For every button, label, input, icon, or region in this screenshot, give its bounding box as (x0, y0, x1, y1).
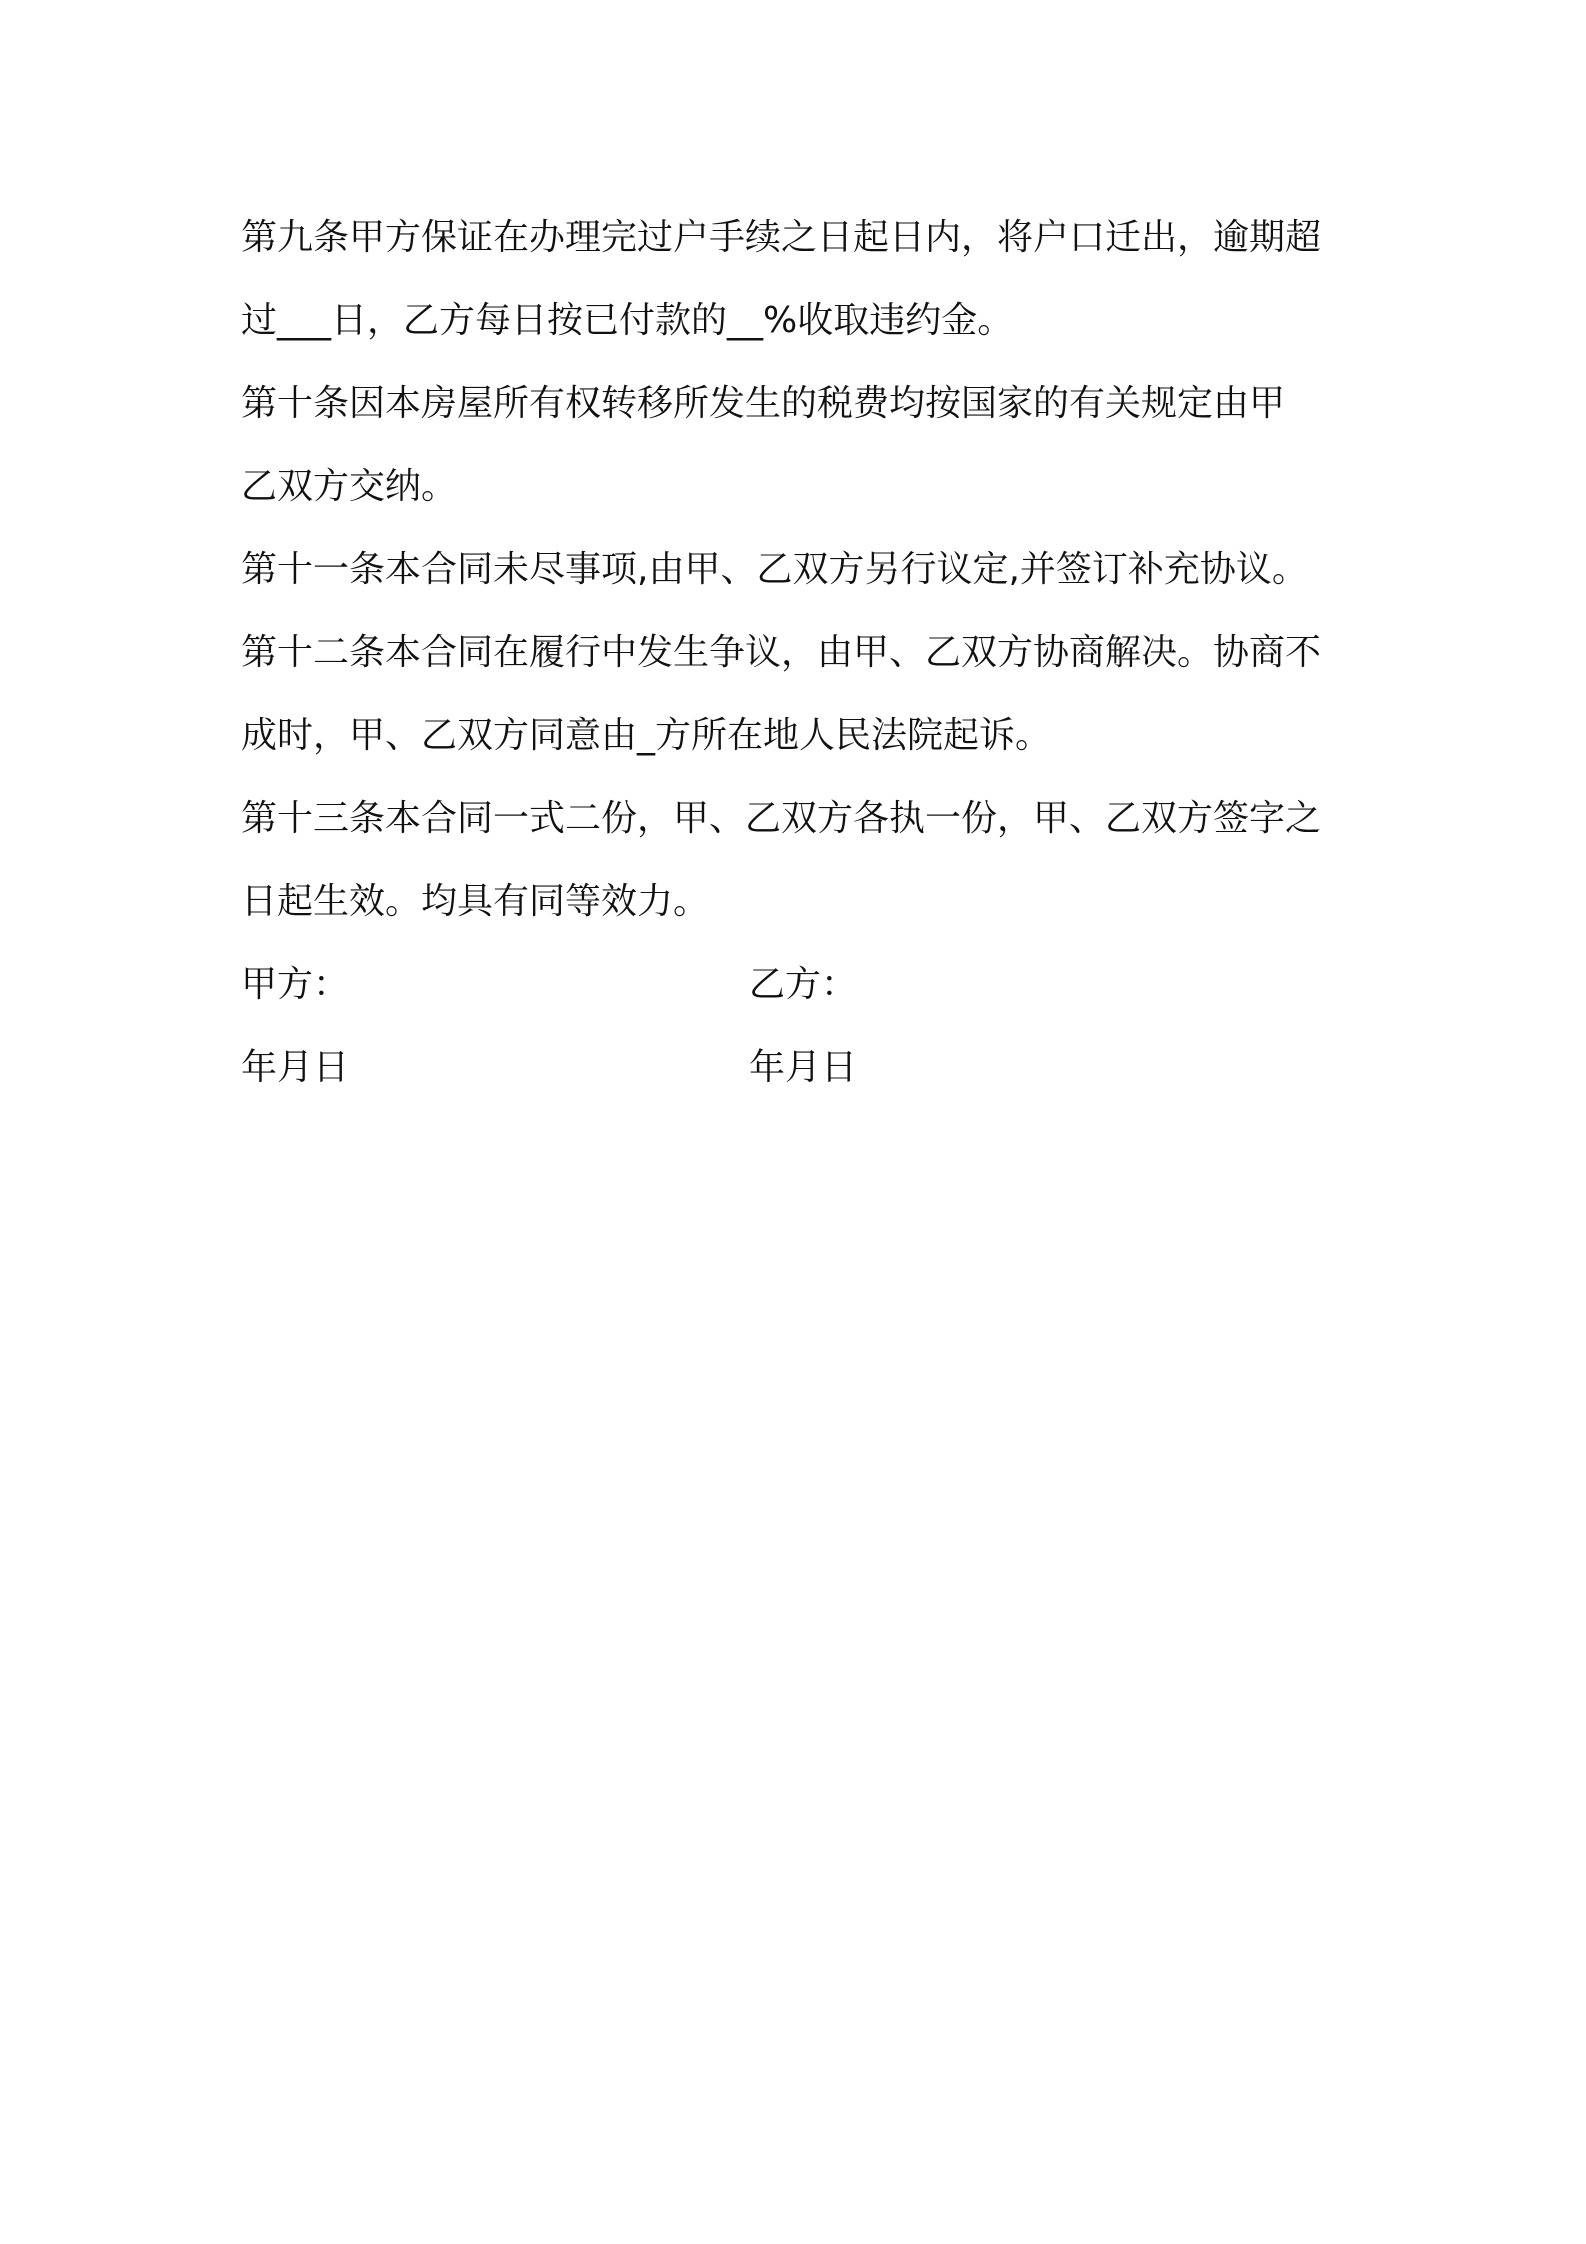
article-10-line-2: 乙双方交纳。 (241, 466, 458, 507)
article-10-line-1: 第十条因本房屋所有权转移所发生的税费均按国家的有关规定由甲 (241, 383, 1286, 424)
article-11-line-1: 第十一条本合同未尽事项,由甲、乙双方另行议定,并签订补充协议。 (241, 549, 1308, 590)
party-b-date: 年月日 (749, 1047, 858, 1088)
article-9-line-2: 过___日，乙方每日按已付款的__%收取违约金。 (241, 300, 1014, 341)
signature-party-row (241, 943, 1361, 1026)
article-9 (241, 196, 1361, 362)
party-a-label: 甲方： (241, 964, 350, 1005)
article-9-line-1: 第九条甲方保证在办理完过户手续之日起日内，将户口迁出，逾期超 (241, 217, 1322, 258)
contract-body (241, 196, 1361, 1109)
party-a-date: 年月日 (241, 1047, 350, 1088)
article-11 (241, 528, 1361, 611)
article-13-line-1: 第十三条本合同一式二份，甲、乙双方各执一份，甲、乙双方签字之 (241, 798, 1322, 839)
article-12 (241, 611, 1361, 777)
article-12-line-2: 成时，甲、乙双方同意由_方所在地人民法院起诉。 (241, 715, 1052, 756)
article-12-line-1: 第十二条本合同在履行中发生争议，由甲、乙双方协商解决。协商不 (241, 632, 1322, 673)
article-10 (241, 362, 1361, 528)
article-13-line-2: 日起生效。均具有同等效力。 (241, 881, 710, 922)
party-b-label: 乙方： (749, 964, 858, 1005)
article-13 (241, 777, 1361, 943)
signature-date-row (241, 1026, 1361, 1109)
